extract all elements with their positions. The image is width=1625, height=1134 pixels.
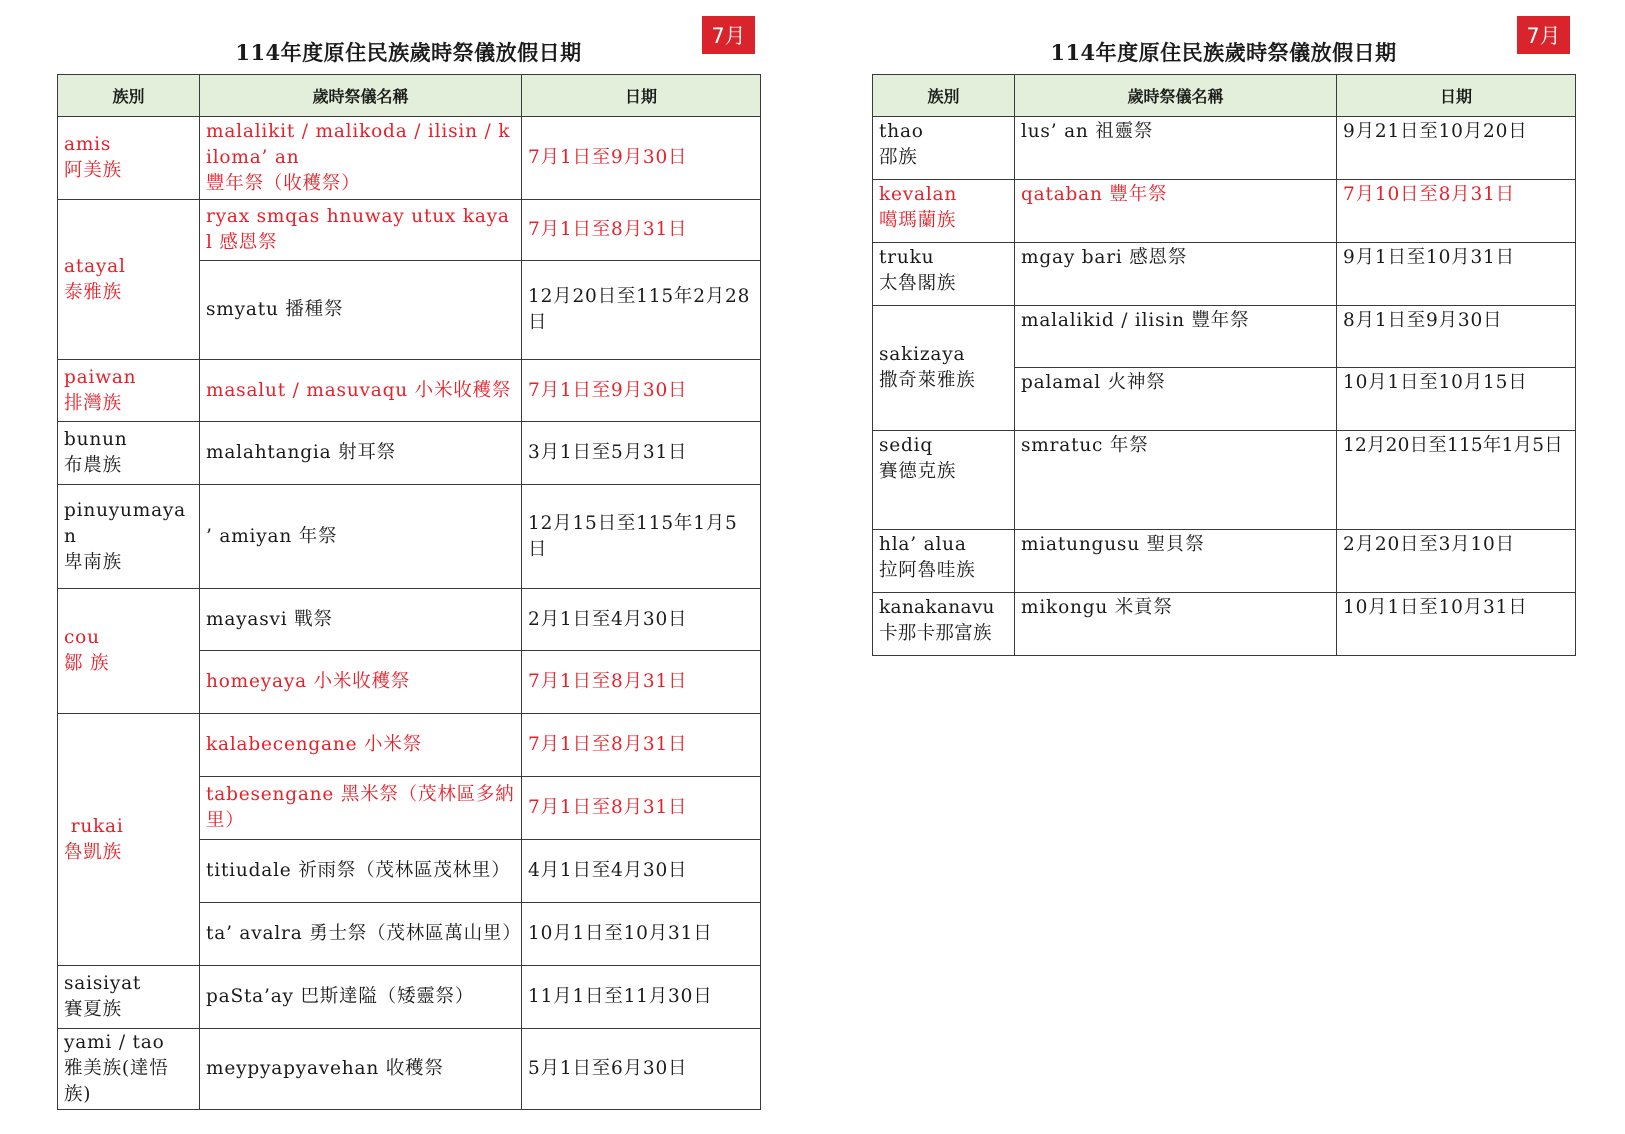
table-row <box>873 431 1576 530</box>
date-cell <box>1337 243 1576 306</box>
festival-name-text: meypyapyavehan 收穫祭 <box>206 1058 444 1079</box>
festival-name-text: smyatu 播種祭 <box>206 299 344 320</box>
tribe-text: rukai 魯凱族 <box>64 815 124 863</box>
table-row <box>873 180 1576 243</box>
date-cell <box>522 903 761 966</box>
header-date: 日期 <box>1337 75 1576 117</box>
date-text: 7月10日至8月31日 <box>1343 184 1515 205</box>
festival-name-cell <box>200 261 522 360</box>
date-text: 10月1日至10月15日 <box>1343 372 1528 393</box>
festival-name-text: malalikit / malikoda / ilisin / kiloma’ an 豐年祭（收穫祭） <box>206 121 511 194</box>
table-row <box>58 117 761 200</box>
date-cell <box>1337 180 1576 243</box>
date-text: 7月1日至8月31日 <box>528 671 688 692</box>
festival-name-cell <box>200 966 522 1029</box>
table-row <box>58 714 761 777</box>
date-cell <box>522 651 761 714</box>
date-text: 4月1日至4月30日 <box>528 860 688 881</box>
tribe-text: amis 阿美族 <box>64 134 122 181</box>
date-cell <box>1337 368 1576 431</box>
festival-name-cell <box>1015 431 1337 530</box>
date-text: 12月20日至115年2月28日 <box>528 286 751 333</box>
date-text: 7月1日至8月31日 <box>528 219 688 240</box>
date-cell <box>522 485 761 589</box>
festival-table <box>57 74 761 1110</box>
header-festival-name: 歲時祭儀名稱 <box>1015 75 1337 117</box>
header-tribe: 族別 <box>58 75 200 117</box>
date-text: 12月20日至115年1月5日 <box>1343 435 1563 456</box>
festival-name-cell <box>200 422 522 485</box>
table-row <box>58 422 761 485</box>
festival-name-text: ta’ avalra 勇士祭（茂林區萬山里） <box>206 923 522 944</box>
tribe-text: sediq 賽德克族 <box>879 435 957 482</box>
tribe-cell <box>873 117 1015 180</box>
table-row <box>873 306 1576 368</box>
table-row <box>58 966 761 1029</box>
festival-name-text: palamal 火神祭 <box>1021 372 1166 393</box>
tribe-text: thao 邵族 <box>879 121 924 168</box>
festival-name-text: malalikid / ilisin 豐年祭 <box>1021 310 1250 331</box>
festival-name-cell <box>1015 368 1337 431</box>
date-cell <box>1337 593 1576 656</box>
festival-name-cell <box>1015 306 1337 368</box>
date-cell <box>1337 306 1576 368</box>
tribe-text: paiwan 排灣族 <box>64 366 137 414</box>
table-row <box>873 593 1576 656</box>
date-cell <box>522 261 761 360</box>
table-header-row <box>58 75 761 117</box>
table-row <box>58 589 761 651</box>
date-cell <box>522 360 761 422</box>
festival-name-cell <box>200 485 522 589</box>
tribe-text: hla’ alua 拉阿魯哇族 <box>879 534 976 581</box>
festival-name-text: mgay bari 感恩祭 <box>1021 247 1188 268</box>
date-text: 5月1日至6月30日 <box>528 1058 688 1079</box>
festival-table <box>872 74 1576 656</box>
date-cell <box>522 777 761 840</box>
date-text: 7月1日至8月31日 <box>528 734 688 755</box>
festival-name-cell <box>200 651 522 714</box>
tribe-text: pinuyumayan 卑南族 <box>64 499 187 573</box>
tribe-cell <box>58 589 200 714</box>
date-text: 8月1日至9月30日 <box>1343 310 1503 331</box>
tribe-cell <box>873 243 1015 306</box>
festival-name-text: homeyaya 小米收穫祭 <box>206 671 411 692</box>
table-row <box>58 360 761 422</box>
page-title: 114年度原住民族歲時祭儀放假日期 <box>1050 40 1397 65</box>
festival-name-text: malahtangia 射耳祭 <box>206 442 396 463</box>
table-row <box>873 530 1576 593</box>
festival-name-cell <box>1015 593 1337 656</box>
tribe-text: saisiyat 賽夏族 <box>64 973 142 1020</box>
date-text: 9月21日至10月20日 <box>1343 121 1528 142</box>
date-cell <box>522 1029 761 1110</box>
festival-name-cell <box>200 714 522 777</box>
tribe-cell <box>58 200 200 360</box>
festival-name-text: ’ amiyan 年祭 <box>206 525 338 547</box>
tribe-cell <box>58 485 200 589</box>
date-text: 7月1日至8月31日 <box>528 797 688 818</box>
tribe-cell <box>58 966 200 1029</box>
table-row <box>873 117 1576 180</box>
festival-name-cell <box>200 200 522 261</box>
festival-name-text: kalabecengane 小米祭 <box>206 734 422 755</box>
table-header-row <box>873 75 1576 117</box>
festival-name-text: smratuc 年祭 <box>1021 435 1149 456</box>
date-cell <box>522 966 761 1029</box>
festival-name-cell <box>200 903 522 966</box>
date-cell <box>522 117 761 200</box>
festival-name-cell <box>1015 243 1337 306</box>
tribe-cell <box>58 1029 200 1110</box>
date-cell <box>522 200 761 261</box>
header-date: 日期 <box>522 75 761 117</box>
festival-name-cell <box>200 589 522 651</box>
tribe-text: atayal 泰雅族 <box>64 255 126 303</box>
festival-name-cell <box>1015 117 1337 180</box>
tribe-text: sakizaya 撒奇萊雅族 <box>879 344 976 391</box>
date-text: 10月1日至10月31日 <box>1343 597 1528 618</box>
date-text: 2月20日至3月10日 <box>1343 534 1515 555</box>
festival-name-cell <box>200 360 522 422</box>
date-cell <box>1337 530 1576 593</box>
header-festival-name: 歲時祭儀名稱 <box>200 75 522 117</box>
festival-name-text: tabesengane 黑米祭（茂林區多納里） <box>206 784 515 831</box>
table-row <box>873 243 1576 306</box>
date-text: 7月1日至9月30日 <box>528 379 688 401</box>
month-badge: 7月 <box>702 16 755 54</box>
tribe-cell <box>873 306 1015 431</box>
date-text: 2月1日至4月30日 <box>528 608 688 630</box>
festival-name-cell <box>200 840 522 903</box>
date-cell <box>522 714 761 777</box>
festival-name-text: mikongu 米貢祭 <box>1021 597 1173 618</box>
date-text: 3月1日至5月31日 <box>528 442 688 463</box>
festival-name-text: miatungusu 聖貝祭 <box>1021 534 1205 555</box>
festival-name-text: titiudale 祈雨祭（茂林區茂林里） <box>206 860 511 881</box>
tribe-text: cou 鄒 族 <box>64 627 110 674</box>
date-cell <box>522 422 761 485</box>
festival-name-text: masalut / masuvaqu 小米收穫祭 <box>206 379 512 401</box>
festival-name-text: paSta’ay 巴斯達隘（矮靈祭） <box>206 986 475 1007</box>
date-cell <box>1337 117 1576 180</box>
tribe-cell <box>58 117 200 200</box>
festival-name-cell <box>200 117 522 200</box>
date-text: 9月1日至10月31日 <box>1343 247 1515 268</box>
festival-name-text: qataban 豐年祭 <box>1021 184 1168 205</box>
festival-name-cell <box>1015 530 1337 593</box>
table-row <box>58 1029 761 1110</box>
tribe-cell <box>58 422 200 485</box>
tribe-cell <box>873 180 1015 243</box>
page-title: 114年度原住民族歲時祭儀放假日期 <box>235 40 582 65</box>
festival-name-text: ryax smqas hnuway utux kayal 感恩祭 <box>206 206 510 253</box>
date-text: 12月15日至115年1月5日 <box>528 512 738 560</box>
date-cell <box>522 589 761 651</box>
tribe-cell <box>873 431 1015 530</box>
festival-name-cell <box>200 1029 522 1110</box>
table-row <box>58 485 761 589</box>
table-row <box>58 200 761 261</box>
festival-name-cell <box>200 777 522 840</box>
tribe-cell <box>58 714 200 966</box>
date-cell <box>522 840 761 903</box>
tribe-cell <box>58 360 200 422</box>
tribe-cell <box>873 530 1015 593</box>
month-badge: 7月 <box>1517 16 1570 54</box>
date-text: 11月1日至11月30日 <box>528 986 713 1007</box>
tribe-cell <box>873 593 1015 656</box>
tribe-text: kanakanavu 卡那卡那富族 <box>879 597 995 644</box>
tribe-text: bunun 布農族 <box>64 429 128 476</box>
tribe-text: kevalan 噶瑪蘭族 <box>879 184 958 231</box>
tribe-text: truku 太魯閣族 <box>879 247 957 294</box>
date-cell <box>1337 431 1576 530</box>
tribe-text: yami / tao 雅美族(達悟族) <box>64 1032 169 1105</box>
festival-name-text: lus’ an 祖靈祭 <box>1021 121 1154 142</box>
festival-name-text: mayasvi 戰祭 <box>206 608 333 630</box>
date-text: 7月1日至9月30日 <box>528 147 688 168</box>
date-text: 10月1日至10月31日 <box>528 923 713 944</box>
festival-name-cell <box>1015 180 1337 243</box>
header-tribe: 族別 <box>873 75 1015 117</box>
